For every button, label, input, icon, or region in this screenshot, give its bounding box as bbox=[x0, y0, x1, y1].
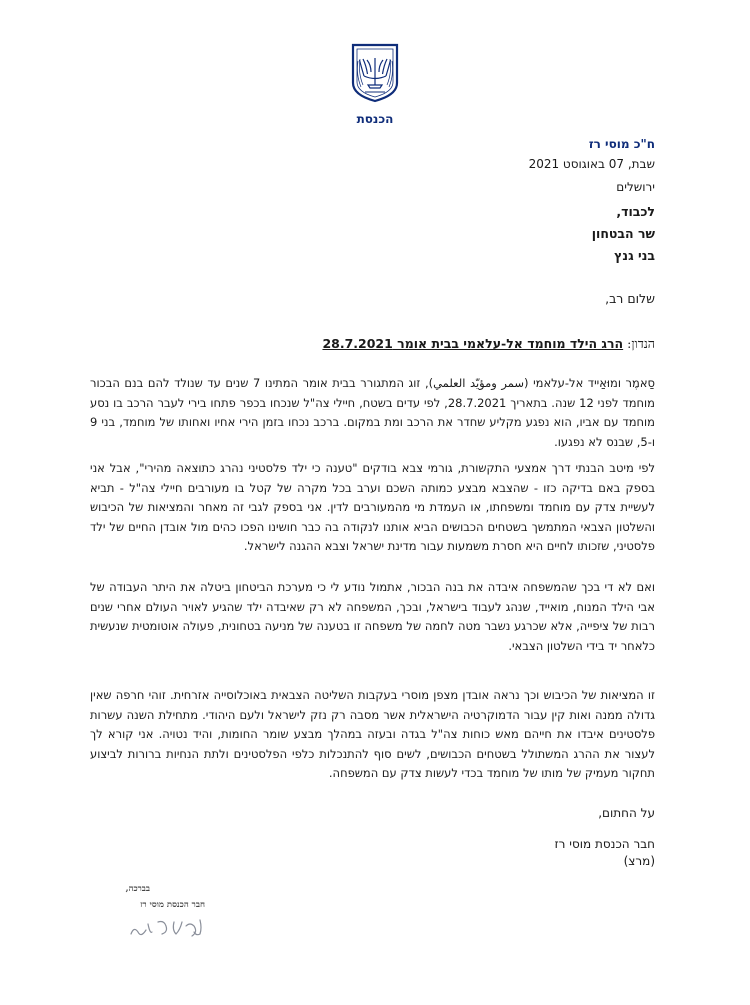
greeting: שלום רב, bbox=[605, 291, 655, 306]
handwritten-signer: חבר הכנסת מוסי רז bbox=[140, 900, 205, 910]
signature-party: (מרצ) bbox=[623, 854, 655, 868]
body-paragraph-3: ואם לא די בכך שהמשפחה איבדה את בנה הבכור, אתמול נודע לי כי מערכת הביטחון ביטלה את היתר העבודה של אבי הילד המנוח, מואייד, שנהג לעבוד בישראל, ובכך, המשפחה לא רק שאיבדה ילד שהגיע לאויר העולם אחרי שנים רבות של ציפייה, אלא שכרגע נשבר מטה לחמה של משפחה זו בטענה של מניעה בטחונית, פעולה אוטומטית שנעשית כלאחר יד בידי השלטון הצבאי. bbox=[90, 580, 655, 653]
subject-text: הרג הילד מוחמד אל-עלאמי בבית אומר 28.7.2021 bbox=[322, 336, 624, 351]
signature-scribble-icon bbox=[128, 912, 210, 944]
subject-line bbox=[322, 336, 655, 352]
recipient-name: בני גנץ bbox=[614, 248, 655, 263]
recipient-title: שר הבטחון bbox=[591, 226, 655, 241]
organization-name: הכנסת bbox=[356, 112, 394, 126]
subject-label: הנדון: bbox=[627, 336, 655, 351]
knesset-emblem-icon bbox=[349, 43, 401, 103]
handwritten-regards: בברכה, bbox=[125, 884, 150, 894]
sender-name: ח"כ מוסי רז bbox=[588, 137, 655, 151]
recipient-salutation: לכבוד, bbox=[616, 204, 655, 219]
closing: על החתום, bbox=[598, 806, 655, 820]
letter-date: שבת, 07 באוגוסט 2021 bbox=[528, 157, 655, 171]
letter-city: ירושלים bbox=[616, 180, 655, 194]
body-paragraph-2: לפי מיטב הבנתי דרך אמצעי התקשורת, גורמי צבא בודקים "טענה כי ילד פלסטיני נהרג כתוצאה מהירי", אבל אני בספק באם בדיקה כזו - שהצבא מבצע כמותה השכם וערב בכל מקרה של קטל בו מעורבים חיילי צה"ל - תביא לעשיית צדק עם מוחמד ומשפחתו, או העמדת מי מהמעורבים לדין. אני בספק לגבי זה מאחר והמציאות של הכיבוש והשלטון הצבאי המתמשך בשטחים הכבושים הביא אותנו לנקודה בה כבר חושינו הפכו כהים מול אובדן החיים של ילד פלסטיני, שזכותו לחיים היא חסרת משמעות עבור מדינת ישראל וצבא ההגנה לישראל. bbox=[90, 461, 655, 554]
signature-name: חבר הכנסת מוסי רז bbox=[554, 837, 655, 851]
body-paragraph-4: זו המציאות של הכיבוש וכך נראה אובדן מצפן מוסרי בעקבות השליטה הצבאית באוכלוסייה אזרחית. זוהי חרפה שאין גדולה ממנה ואות קין עבור הדמוקרטיה הישראלית אשר מסבה רק נזק לישראל ולעם היהודי. מתחילת השנה עשרות פלסטינים איבדו את חייהם מאש כוחות צה"ל בגדה ובעזה במהלך מבצע שומר החומות, והיד נטויה. אני קורא לך לעצור את ההרג המשתולל בשטחים הכבושים, לשים סוף להתנכלות כלפי הפלסטינים ולתת הנחיות ברורות לביצוע תחקור מעמיק של מותו של מוחמד בכדי לעשות צדק עם המשפחה. bbox=[90, 688, 655, 781]
body-paragraph-1: סַאמֶר ומוּאַייד אל-עלאמי (سمر ومؤيّد العلمي), זוג המתגורר בבית אומר המתינו 7 שנים עד שנולד להם בנם הבכור מוחמד לפני 12 שנה. בתאריך 28.7.2021, לפי עדים בשטח, חיילי צה"ל שנכחו בכפר פתחו בירי לעבר הרכב בו נסע מוחמד עם אביו, הוא נפגע מקליע שחדר את הרכב ומת במקום. ברכב נכחו בזמן הירי אחיו ואחותו של מוחמד, בני 9 ו-5, שבנס לא נפגעו. bbox=[90, 376, 656, 449]
